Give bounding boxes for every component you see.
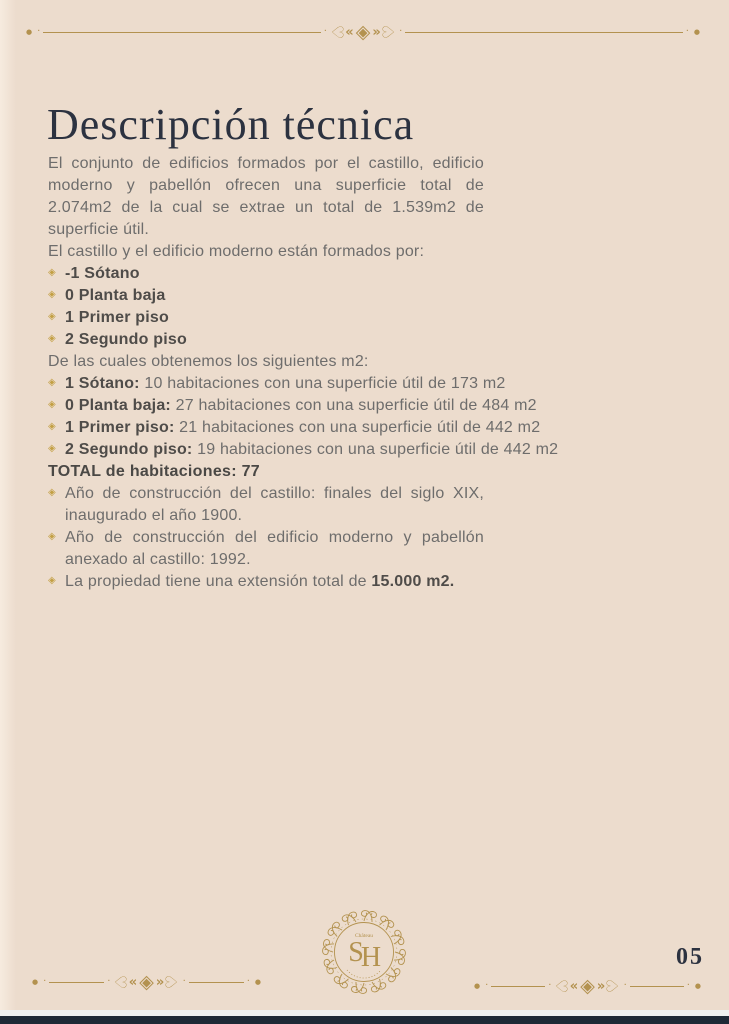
heart-ornament-icon: ♡ [378,24,398,40]
floor-label: 0 Planta baja [65,287,166,304]
bottom-right-ornamental-divider [472,975,703,997]
list-item [48,285,484,307]
divider-end-dot-icon: ● [32,977,39,986]
diamond-bullet-icon: ◈ [48,399,56,410]
divider-line [43,32,320,33]
notes-list [48,483,484,593]
floors-heading: El castillo y el edificio moderno están formados por: [48,243,425,260]
logo-monogram-s: S [348,937,364,968]
heart-ornament-icon: ♡ [328,24,348,40]
divider-small-dot-icon: · [485,980,489,991]
divider-end-dot-icon: ● [254,977,261,986]
surface-label: 1 Sótano: [65,375,140,392]
diamond-bullet-icon: ◈ [48,421,56,432]
page-title: Descripción técnica [47,100,415,150]
note-text: La propiedad tiene una extensión total de [65,573,372,590]
floors-list [48,263,484,351]
divider-line [189,982,244,983]
surface-label: 2 Segundo piso: [65,441,193,458]
list-item [48,307,484,329]
divider-line [405,32,682,33]
divider-small-dot-icon: · [182,976,186,987]
bottom-left-ornamental-divider [30,971,263,993]
list-item [48,395,537,417]
brand-logo [314,902,414,1007]
diamond-bullet-icon: ◈ [48,531,56,542]
logo-monogram-h: H [360,942,382,973]
divider-small-dot-icon: · [43,976,47,987]
page-left-edge [0,0,16,1012]
diamond-bullet-icon: ◈ [48,267,56,278]
divider-end-dot-icon: ● [694,981,701,990]
divider-line [491,986,545,987]
divider-small-dot-icon: · [548,980,552,991]
divider-small-dot-icon: · [323,26,327,37]
divider-small-dot-icon: · [685,26,689,37]
divider-line [630,986,684,987]
diamond-bullet-icon: ◈ [48,443,56,454]
divider-small-dot-icon: · [623,980,627,991]
note-bold-text: 15.000 m2. [371,573,455,590]
chevrons-left-icon: « [569,978,579,994]
floor-label: 2 Segundo piso [65,331,187,348]
total-rooms-line: TOTAL de habitaciones: 77 [48,463,260,480]
list-item [48,417,541,439]
surfaces-heading: De las cuales obtenemos los siguientes m2: [48,353,369,370]
divider-small-dot-icon: · [686,980,690,991]
heart-ornament-icon: ♡ [552,978,572,994]
chevrons-right-icon: » [372,24,381,40]
viewer-bottom-dark-bar [0,1016,729,1024]
surface-text: 10 habitaciones con una superficie útil de 173 m2 [139,375,506,392]
surface-text: 19 habitaciones con una superficie útil de 442 m2 [192,441,559,458]
diamond-bullet-icon: ◈ [48,333,56,344]
divider-small-dot-icon: · [246,976,250,987]
diamond-bullet-icon: ◈ [48,575,56,586]
divider-small-dot-icon: · [107,976,111,987]
diamond-bullet-icon: ◈ [48,487,56,498]
heart-ornament-icon: ♡ [162,974,182,990]
heart-ornament-icon: ♡ [603,978,623,994]
floor-label: -1 Sótano [65,265,140,282]
page-content [48,153,559,593]
intro-paragraph: El conjunto de edificios formados por el castillo, edificio moderno y pabellón ofrecen una superficie total de 2.074m2 de la cual se extrae un total de 1.539m2 de superficie útil. [48,155,484,238]
divider-end-dot-icon: ● [474,981,481,990]
list-item [48,329,484,351]
diamond-ornament-icon: ◈ [580,974,595,997]
logo-wreath-icon [314,902,414,1002]
divider-end-dot-icon: ● [693,27,700,36]
note-text: Año de construcción del edificio moderno y pabellón anexado al castillo: 1992. [65,529,484,568]
heart-ornament-icon: ♡ [111,974,131,990]
chevrons-right-icon: » [155,974,165,990]
diamond-bullet-icon: ◈ [48,377,56,388]
divider-small-dot-icon: · [37,26,41,37]
surface-label: 0 Planta baja: [65,397,171,414]
list-item [48,373,506,395]
surface-label: 1 Primer piso: [65,419,175,436]
diamond-bullet-icon: ◈ [48,311,56,322]
divider-line [49,982,104,983]
list-item [48,571,484,593]
top-ornamental-divider [24,21,702,43]
divider-small-dot-icon: · [399,26,403,37]
note-text: Año de construcción del castillo: finales del siglo XIX, inaugurado el año 1900. [65,485,484,524]
diamond-ornament-icon: ◈ [139,970,154,993]
divider-end-dot-icon: ● [26,27,33,36]
chevrons-right-icon: » [596,978,606,994]
list-item [48,439,559,461]
diamond-bullet-icon: ◈ [48,289,56,300]
page-number: 05 [676,944,704,970]
diamond-ornament-icon: ◈ [355,20,371,43]
list-item [48,263,484,285]
surface-text: 21 habitaciones con una superficie útil de 442 m2 [174,419,541,436]
surfaces-list [48,373,559,461]
surface-text: 27 habitaciones con una superficie útil de 484 m2 [170,397,537,414]
chevrons-left-icon: « [345,24,354,40]
list-item [48,527,484,571]
chevrons-left-icon: « [128,974,138,990]
logo-top-text: Château [354,933,374,939]
floor-label: 1 Primer piso [65,309,169,326]
list-item [48,483,484,527]
